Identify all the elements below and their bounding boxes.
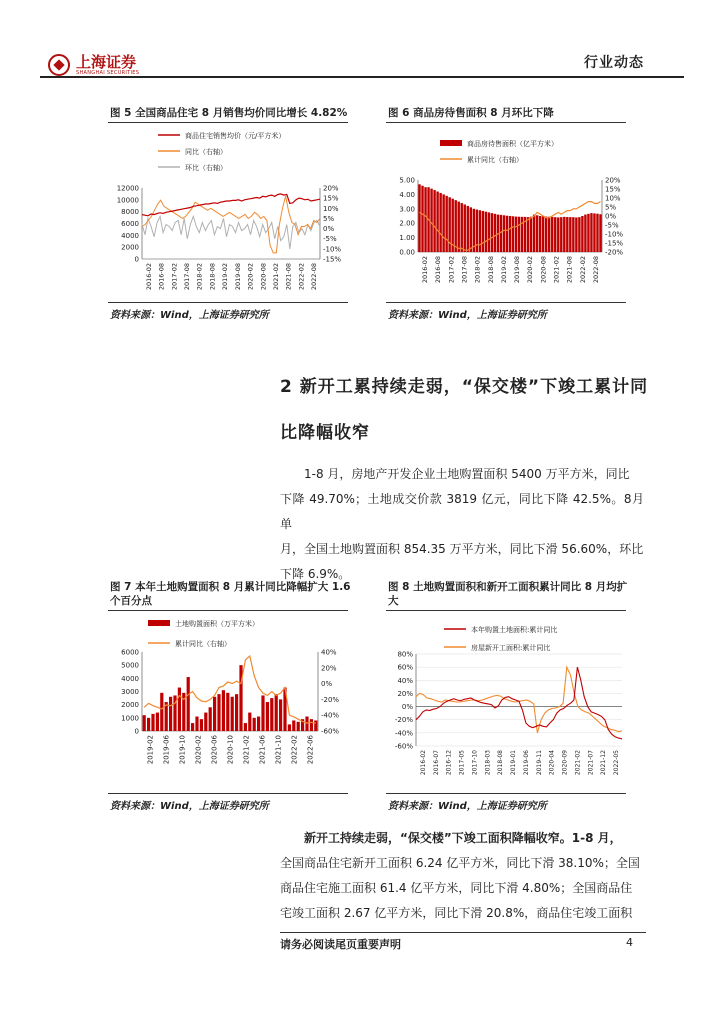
y-right-tick-label: -20% xyxy=(605,248,624,257)
bar xyxy=(151,714,154,731)
y-right-tick-label: 20% xyxy=(605,176,621,185)
figure-7-source: 资料来源：Wind，上海证券研究所 xyxy=(110,801,269,812)
y-left-tick-label: 60% xyxy=(397,663,413,672)
footer-rule xyxy=(280,932,646,933)
y-left-tick-label: 3000 xyxy=(121,688,139,696)
x-tick-label: 2020-10 xyxy=(226,735,235,765)
x-tick-label: 2018-08 xyxy=(497,750,505,776)
x-tick-label: 2019-11 xyxy=(535,750,543,776)
paragraph-2 xyxy=(280,826,644,926)
figure-7-title-line-2: 个百分点 xyxy=(110,595,152,607)
bar xyxy=(509,216,511,252)
x-tick-label: 2017-02 xyxy=(170,263,179,291)
figure-6-title-rule xyxy=(386,122,626,123)
footer-notice: 请务必阅读尾页重要声明 xyxy=(280,938,401,951)
legend-label: 累计同比（右轴） xyxy=(467,156,523,164)
bar xyxy=(557,217,559,252)
x-tick-label: 2022-08 xyxy=(310,263,319,291)
bar xyxy=(442,194,444,252)
figure-5-title: 图 5 全国商品住宅 8 月销售均价同比增长 4.82% xyxy=(110,107,348,119)
y-right-tick-label: -20% xyxy=(321,695,340,704)
bar xyxy=(503,215,505,252)
legend-label: 房屋新开工面积:累计同比 xyxy=(471,644,551,652)
paragraph-1-line: 下降 49.70%；土地成交价款 3819 亿元，同比下降 42.5%。8月单 xyxy=(280,492,644,531)
x-tick-label: 2019-02 xyxy=(499,256,508,284)
bar xyxy=(156,713,159,731)
y-right-tick-label: 0% xyxy=(605,212,617,221)
bar xyxy=(548,217,550,252)
figure-8-chart xyxy=(386,612,626,788)
x-tick-label: 2022-02 xyxy=(290,735,299,765)
paragraph-2-line: 新开工持续走弱，“保交楼”下竣工面积降幅收窄。1-8 月， xyxy=(304,831,622,845)
y-left-tick-label: 2000 xyxy=(121,243,139,252)
figure-6-title: 图 6 商品房待售面积 8 月环比下降 xyxy=(388,107,554,119)
bar xyxy=(560,217,562,252)
bar xyxy=(464,204,466,252)
x-tick-label: 2022-02 xyxy=(297,263,306,291)
legend-label: 土地购置面积（万平方米） xyxy=(175,620,259,628)
bar xyxy=(436,192,438,252)
x-tick-label: 2019-06 xyxy=(522,750,530,776)
bar xyxy=(222,690,225,731)
x-tick-label: 2021-06 xyxy=(258,735,267,765)
x-tick-label: 2021-08 xyxy=(284,263,293,291)
x-tick-label: 2019-08 xyxy=(513,256,522,284)
y-right-tick-label: 10% xyxy=(605,194,621,203)
x-tick-label: 2016-02 xyxy=(419,750,427,776)
bar xyxy=(418,184,420,252)
y-right-tick-label: -10% xyxy=(323,245,342,254)
bar xyxy=(593,213,595,252)
figure-6-source-rule xyxy=(386,302,626,303)
y-right-tick-label: -40% xyxy=(321,711,340,720)
bar xyxy=(599,214,601,252)
logo-text: 上海证券 xyxy=(76,52,137,71)
bar xyxy=(261,695,264,731)
bar xyxy=(470,207,472,252)
bar xyxy=(187,677,190,731)
x-tick-label: 2018-02 xyxy=(195,263,204,291)
series-price-line xyxy=(142,194,320,216)
bar xyxy=(491,213,493,252)
bar xyxy=(587,214,589,252)
x-tick-label: 2019-10 xyxy=(178,735,187,765)
bar xyxy=(554,217,556,252)
bar xyxy=(226,693,229,731)
y-left-tick-label: 1000 xyxy=(121,714,139,723)
x-tick-label: 2016-07 xyxy=(432,750,440,776)
y-right-tick-label: -60% xyxy=(321,727,340,736)
bar xyxy=(572,217,574,252)
bar xyxy=(581,216,583,252)
bar xyxy=(147,718,150,731)
paragraph-1-line: 1-8 月，房地产开发企业土地购置面积 5400 万平方米，同比 xyxy=(304,467,630,481)
section-title-line-1: 2 新开工累持续走弱，“保交楼”下竣工累计同 xyxy=(280,377,649,397)
bar xyxy=(515,217,517,252)
figure-7-title xyxy=(110,580,351,608)
y-right-tick-label: 10% xyxy=(323,204,339,213)
x-tick-label: 2021-02 xyxy=(242,735,251,765)
x-tick-label: 2017-08 xyxy=(460,256,469,284)
y-right-tick-label: -10% xyxy=(605,230,624,239)
x-tick-label: 2020-02 xyxy=(246,263,255,291)
y-right-tick-label: -5% xyxy=(323,235,337,244)
x-tick-label: 2020-02 xyxy=(526,256,535,284)
x-tick-label: 2021-02 xyxy=(574,750,582,776)
bar xyxy=(584,215,586,252)
bar xyxy=(566,217,568,252)
y-right-tick-label: 5% xyxy=(605,203,617,212)
bar xyxy=(518,217,520,252)
bar xyxy=(433,190,435,252)
series-mom-line xyxy=(142,216,320,249)
bar xyxy=(467,206,469,252)
y-right-tick-label: 15% xyxy=(605,185,621,194)
x-tick-label: 2022-08 xyxy=(591,256,600,284)
y-left-tick-label: 0 xyxy=(134,727,139,736)
bar xyxy=(578,217,580,252)
y-left-tick-label: 2.00 xyxy=(399,219,415,228)
bar xyxy=(527,217,529,252)
x-tick-label: 2022-06 xyxy=(306,735,315,765)
legend-label: 本年购置土地面积:累计同比 xyxy=(471,626,558,634)
x-tick-label: 2016-08 xyxy=(157,263,166,291)
bar xyxy=(160,693,163,731)
x-tick-label: 2018-02 xyxy=(473,256,482,284)
bar xyxy=(253,718,256,731)
figure-7-chart xyxy=(108,612,348,788)
y-left-tick-label: 0 xyxy=(134,255,139,264)
paragraph-1 xyxy=(280,462,644,587)
x-tick-label: 2020-08 xyxy=(259,263,268,291)
figure-5-chart xyxy=(108,124,348,300)
paragraph-2-line: 商品住宅施工面积 61.4 亿平方米，同比下滑 4.80%；全国商品住 xyxy=(280,881,633,895)
x-tick-label: 2019-02 xyxy=(221,263,230,291)
bar xyxy=(297,722,300,731)
bar xyxy=(169,697,172,731)
bar xyxy=(500,215,502,252)
bar xyxy=(590,213,592,252)
bar xyxy=(248,713,251,731)
bar xyxy=(539,216,541,252)
bar xyxy=(292,720,295,731)
bar xyxy=(270,698,273,731)
bar xyxy=(533,215,535,252)
bar xyxy=(195,717,198,731)
x-tick-label: 2020-02 xyxy=(194,735,203,765)
bar xyxy=(488,212,490,252)
y-left-tick-label: 4.00 xyxy=(399,190,415,199)
bar xyxy=(512,216,514,252)
y-left-tick-label: 1.00 xyxy=(399,234,415,243)
bar xyxy=(213,697,216,731)
x-tick-label: 2019-06 xyxy=(162,735,171,765)
y-right-tick-label: -15% xyxy=(605,239,624,248)
x-tick-label: 2021-02 xyxy=(552,256,561,284)
series-start-line xyxy=(416,667,622,733)
logo-subtext: SHANGHAI SECURITIES xyxy=(76,69,140,76)
bar xyxy=(275,694,278,731)
document-type: 行业动态 xyxy=(584,55,644,71)
bar xyxy=(596,214,598,252)
legend-label: 商品住宅销售均价（元/平方米） xyxy=(185,132,286,140)
bar xyxy=(530,217,532,252)
bar xyxy=(244,723,247,731)
x-tick-label: 2020-09 xyxy=(561,750,569,776)
figure-8-title-rule xyxy=(386,610,626,611)
x-tick-label: 2016-12 xyxy=(445,750,453,776)
y-left-tick-label: 10000 xyxy=(116,196,139,205)
bar xyxy=(305,717,308,731)
bar xyxy=(542,216,544,252)
y-left-tick-label: -20% xyxy=(394,716,413,725)
logo-icon xyxy=(48,54,70,76)
bar xyxy=(200,719,203,731)
bar xyxy=(569,217,571,252)
bar xyxy=(445,196,447,252)
bar xyxy=(551,217,553,252)
logo xyxy=(48,54,139,76)
bar xyxy=(217,694,220,731)
bar xyxy=(439,193,441,252)
y-right-tick-label: -5% xyxy=(605,221,619,230)
series-yoy-line xyxy=(142,196,320,253)
y-right-tick-label: 20% xyxy=(321,664,337,673)
bar xyxy=(424,187,426,252)
paragraph-1-line: 下降 6.9%。 xyxy=(280,567,351,581)
y-right-tick-label: 15% xyxy=(323,194,339,203)
y-left-tick-label: 2000 xyxy=(121,701,139,710)
figure-8-source: 资料来源：Wind，上海证券研究所 xyxy=(388,801,547,812)
bar xyxy=(430,189,432,252)
legend-label: 累计同比（右轴） xyxy=(175,640,231,648)
series-land-line xyxy=(416,667,622,739)
bar xyxy=(310,719,313,731)
bar xyxy=(191,723,194,731)
x-tick-label: 2021-08 xyxy=(565,256,574,284)
bar xyxy=(257,717,260,731)
y-right-tick-label: -15% xyxy=(323,255,342,264)
figure-6-source: 资料来源：Wind，上海证券研究所 xyxy=(388,310,547,321)
x-tick-label: 2021-07 xyxy=(587,750,595,776)
x-tick-label: 2018-08 xyxy=(486,256,495,284)
bar xyxy=(458,202,460,252)
x-tick-label: 2017-05 xyxy=(458,750,466,776)
bar xyxy=(143,715,146,731)
legend-label: 商品房待售面积（亿平方米） xyxy=(467,140,558,148)
bar xyxy=(266,702,269,731)
y-left-tick-label: 6000 xyxy=(121,648,139,657)
figure-7-source-rule xyxy=(108,793,348,794)
y-left-tick-label: 5000 xyxy=(121,661,139,670)
bar xyxy=(482,211,484,252)
y-right-tick-label: 20% xyxy=(323,184,339,193)
legend-label: 同比（右轴） xyxy=(185,148,227,156)
page-number: 4 xyxy=(626,936,633,949)
x-tick-label: 2021-02 xyxy=(272,263,280,291)
bar xyxy=(454,200,456,252)
y-left-tick-label: 40% xyxy=(397,676,413,685)
y-right-tick-label: 40% xyxy=(321,648,337,657)
figure-7-title-rule xyxy=(108,610,348,611)
y-left-tick-label: 4000 xyxy=(121,674,139,683)
figure-8-title-line-2: 大 xyxy=(388,595,399,607)
figure-8-title-line-1: 图 8 土地购置面积和新开工面积累计同比 8 月均扩 xyxy=(388,581,628,593)
bar xyxy=(421,186,423,252)
bar xyxy=(209,707,212,731)
x-tick-label: 2017-02 xyxy=(447,256,456,284)
bar xyxy=(204,713,207,731)
bar xyxy=(178,688,181,731)
figure-6-chart xyxy=(386,124,626,300)
figure-8-source-rule xyxy=(386,793,626,794)
y-left-tick-label: 0% xyxy=(401,703,413,712)
bar xyxy=(575,217,577,252)
bar xyxy=(563,217,565,252)
figure-5-title-rule xyxy=(108,122,348,123)
x-tick-label: 2016-02 xyxy=(144,263,153,291)
legend-swatch xyxy=(148,620,170,626)
y-left-tick-label: 6000 xyxy=(121,220,139,228)
bar xyxy=(461,203,463,252)
x-tick-label: 2019-08 xyxy=(233,263,242,291)
x-tick-label: 2021-12 xyxy=(600,750,608,776)
y-left-tick-label: 3.00 xyxy=(399,205,415,214)
bar xyxy=(288,724,291,731)
x-tick-label: 2020-08 xyxy=(539,256,548,284)
x-tick-label: 2019-02 xyxy=(146,735,155,765)
bar xyxy=(545,217,547,252)
x-tick-label: 2016-02 xyxy=(421,256,430,284)
y-left-tick-label: 5.00 xyxy=(399,176,415,185)
x-tick-label: 2016-08 xyxy=(434,256,443,284)
y-left-tick-label: 8000 xyxy=(121,208,139,217)
y-left-tick-label: -40% xyxy=(394,729,413,738)
bar xyxy=(536,215,538,252)
header-rule xyxy=(40,76,684,78)
bar xyxy=(479,210,481,252)
bar xyxy=(506,216,508,252)
x-tick-label: 2017-10 xyxy=(471,750,479,776)
y-left-tick-label: 4000 xyxy=(121,231,139,240)
paragraph-2-line: 全国商品住宅新开工面积 6.24 亿平方米，同比下滑 38.10%；全国 xyxy=(280,856,640,870)
x-tick-label: 2018-08 xyxy=(208,263,217,291)
y-right-tick-label: 5% xyxy=(323,214,335,223)
bar xyxy=(235,694,238,731)
y-left-tick-label: 12000 xyxy=(116,184,139,193)
x-tick-label: 2017-08 xyxy=(183,263,191,291)
figure-5-source: 资料来源：Wind，上海证券研究所 xyxy=(110,310,269,321)
figure-7-title-line-1: 图 7 本年土地购置面积 8 月累计同比降幅扩大 1.6 xyxy=(110,581,351,593)
x-tick-label: 2018-03 xyxy=(484,750,492,776)
paragraph-1-line: 月，全国土地购置面积 854.35 万平方米，同比下滑 56.60%，环比 xyxy=(280,542,644,556)
x-tick-label: 2019-01 xyxy=(510,750,518,776)
legend-label: 环比（右轴） xyxy=(185,164,227,172)
bar xyxy=(279,699,282,731)
legend-swatch xyxy=(440,140,462,146)
bar xyxy=(314,720,317,731)
y-right-tick-label: 0% xyxy=(321,680,333,689)
figure-5-source-rule xyxy=(108,302,348,303)
bar xyxy=(485,212,487,252)
y-left-tick-label: 20% xyxy=(397,689,413,698)
x-tick-label: 2022-02 xyxy=(578,256,587,284)
bar xyxy=(494,214,496,252)
figure-8-title xyxy=(388,580,627,608)
y-right-tick-label: 0% xyxy=(323,225,335,234)
y-left-tick-label: 0.00 xyxy=(399,248,415,257)
bar xyxy=(231,697,234,731)
paragraph-2-line: 宅竣工面积 2.67 亿平方米，同比下滑 20.8%，商品住宅竣工面积 xyxy=(280,906,633,920)
x-tick-label: 2020-06 xyxy=(210,735,219,765)
x-tick-label: 2022-05 xyxy=(613,750,621,776)
y-left-tick-label: -60% xyxy=(394,742,413,751)
section-title-line-2: 比降幅收窄 xyxy=(280,423,370,443)
y-left-tick-label: 80% xyxy=(397,650,413,659)
x-tick-label: 2020-04 xyxy=(548,750,556,776)
x-tick-label: 2021-10 xyxy=(274,735,283,765)
